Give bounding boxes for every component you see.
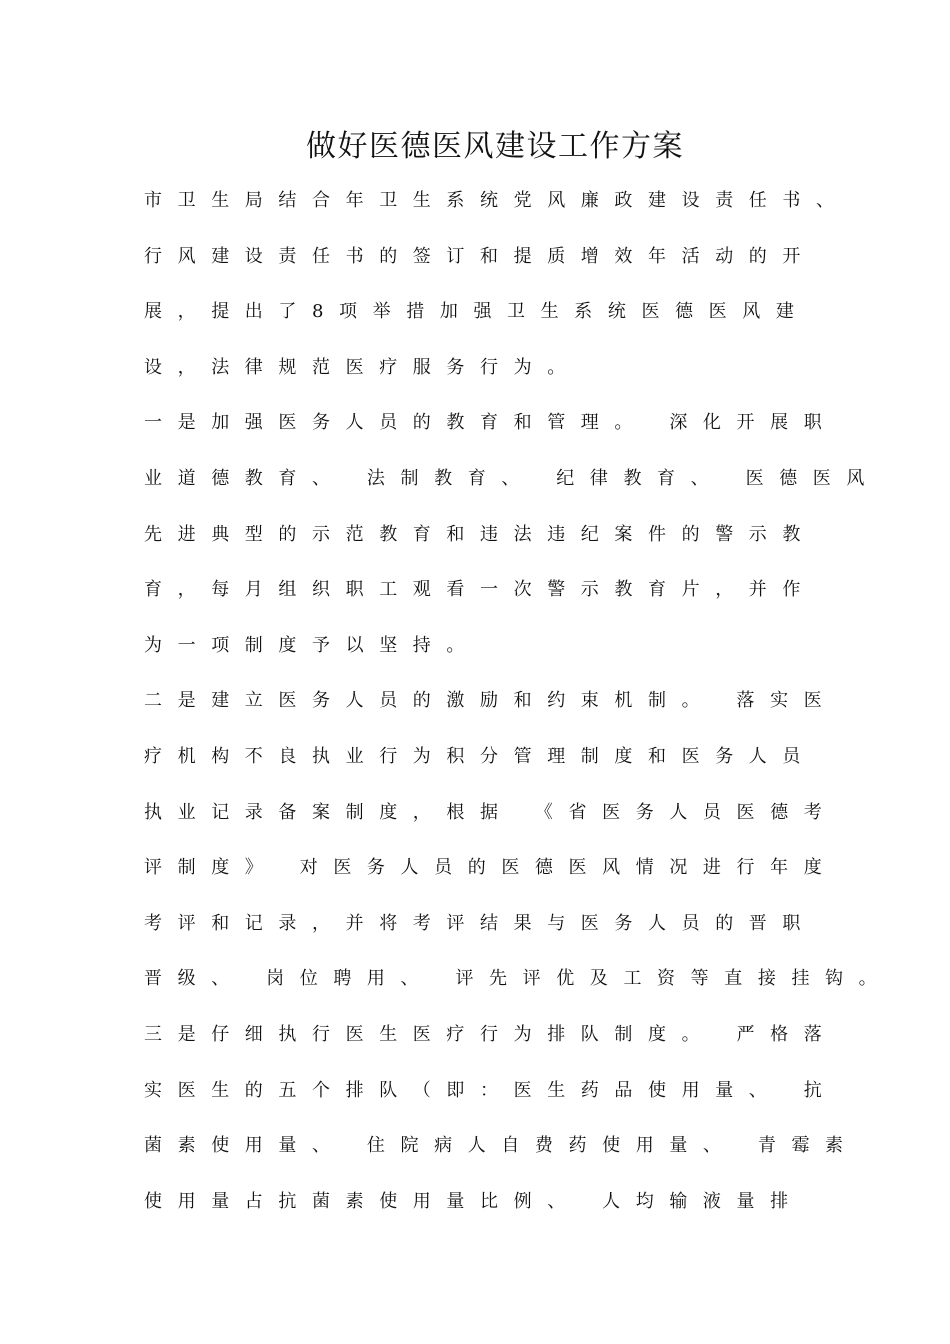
text-line: 先进典型的示范教育和违法违纪案件的警示教: [144, 523, 816, 545]
text-line: 晋级、 岗位聘用、 评先评优及工资等直接挂钩。: [144, 968, 893, 990]
text-line: 展，提出了8项举措加强卫生系统医德医风建: [144, 301, 810, 323]
text-line: 菌素使用量、 住院病人自费药使用量、 青霉素: [144, 1135, 859, 1157]
text-line: 二是建立医务人员的激励和约束机制。 落实医: [144, 690, 838, 712]
text-line: 实医生的五个排队（即：医生药品使用量、 抗: [144, 1079, 838, 1101]
document-body: [144, 184, 893, 1240]
text-line: 市卫生局结合年卫生系统党风廉政建设责任书、: [144, 190, 850, 211]
text-line: 业道德教育、 法制教育、 纪律教育、 医德医风: [144, 467, 880, 489]
text-line: 为一项制度予以坚持。: [144, 634, 480, 656]
text-line: 评制度》 对医务人员的医德医风情况进行年度: [144, 857, 838, 879]
document-title: 做好医德医风建设工作方案: [306, 129, 684, 164]
text-line: 三是仔细执行医生医疗行为排队制度。 严格落: [144, 1023, 838, 1045]
text-line: 使用量占抗菌素使用量比例、 人均输液量排: [144, 1190, 804, 1212]
text-line: 设，法律规范医疗服务行为。: [144, 356, 581, 378]
text-line: 考评和记录，并将考评结果与医务人员的晋职: [144, 912, 816, 934]
text-line: 行风建设责任书的签订和提质增效年活动的开: [144, 245, 816, 267]
text-line: 育，每月组织职工观看一次警示教育片，并作: [144, 579, 816, 601]
text-line: 执业记录备案制度，根据 《省医务人员医德考: [144, 801, 838, 823]
text-line: 疗机构不良执业行为积分管理制度和医务人员: [144, 745, 816, 767]
text-line: 一是加强医务人员的教育和管理。 深化开展职: [144, 412, 838, 434]
